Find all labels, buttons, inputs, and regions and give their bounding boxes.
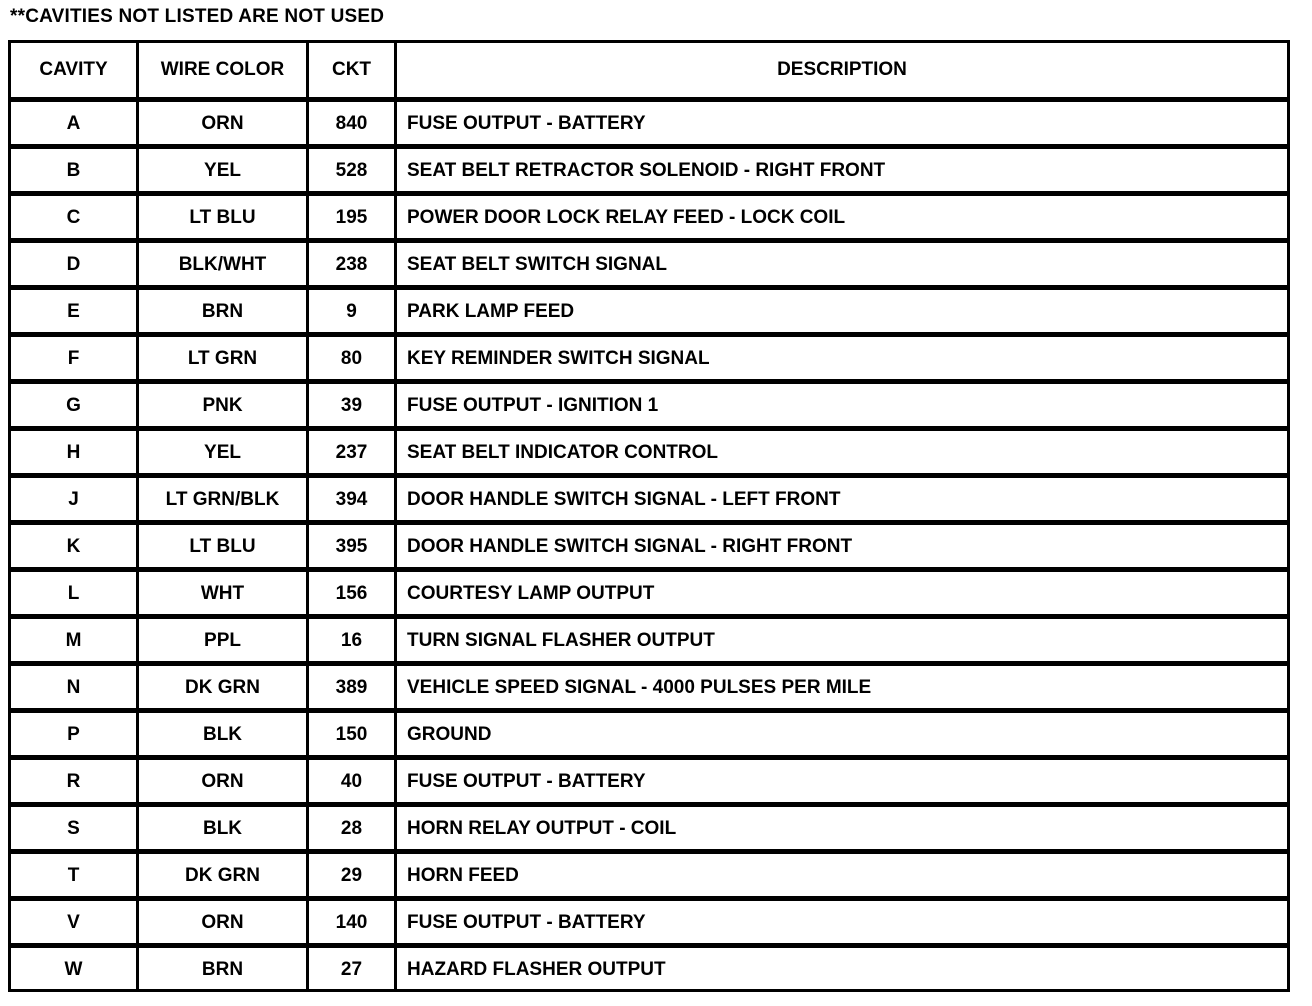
cavity-table [11, 43, 1287, 992]
wire-color-cell: DK GRN [139, 854, 309, 901]
ckt-cell: 9 [309, 290, 397, 337]
description-cell: SEAT BELT INDICATOR CONTROL [397, 431, 1287, 478]
wire-color-cell: ORN [139, 102, 309, 149]
ckt-cell: 80 [309, 337, 397, 384]
table-row [11, 431, 1287, 478]
cavity-cell: N [11, 666, 139, 713]
wire-color-cell: PPL [139, 619, 309, 666]
wire-color-cell: YEL [139, 149, 309, 196]
ckt-cell: 40 [309, 760, 397, 807]
ckt-cell: 395 [309, 525, 397, 572]
table-row [11, 243, 1287, 290]
table-row [11, 854, 1287, 901]
description-cell: HAZARD FLASHER OUTPUT [407, 959, 666, 980]
cavity-cell: S [11, 807, 139, 854]
description-cell: POWER DOOR LOCK RELAY FEED - LOCK COIL [397, 196, 1287, 243]
cavity-cell: P [11, 713, 139, 760]
cavity-cell: K [11, 525, 139, 572]
wire-color-cell: DK GRN [139, 666, 309, 713]
table-header-row [11, 43, 1287, 102]
ckt-cell: 140 [309, 901, 397, 948]
description-cell: TURN SIGNAL FLASHER OUTPUT [397, 619, 1287, 666]
header-wire-color: WIRE COLOR [139, 43, 309, 102]
table-row [11, 337, 1287, 384]
table-row [11, 478, 1287, 525]
ckt-cell: 39 [309, 384, 397, 431]
wire-color-cell: BLK [139, 713, 309, 760]
wire-color-cell: BRN [139, 290, 309, 337]
cavity-cell: F [11, 337, 139, 384]
table-body [11, 102, 1287, 992]
cavity-cell: G [11, 384, 139, 431]
cavity-cell: H [11, 431, 139, 478]
cavity-cell: W [11, 948, 139, 992]
description-cell: KEY REMINDER SWITCH SIGNAL [397, 337, 1287, 384]
header-cavity: CAVITY [11, 43, 139, 102]
wire-color-cell: BRN [139, 948, 309, 992]
table-row [11, 948, 1287, 992]
ckt-cell: 29 [309, 854, 397, 901]
cavity-cell: R [11, 760, 139, 807]
header-ckt: CKT [309, 43, 397, 102]
wire-color-cell: LT BLU [139, 525, 309, 572]
ckt-cell: 156 [309, 572, 397, 619]
description-cell: PARK LAMP FEED [397, 290, 1287, 337]
table-row [11, 525, 1287, 572]
table-row [11, 572, 1287, 619]
description-cell: VEHICLE SPEED SIGNAL - 4000 PULSES PER MILE [397, 666, 1287, 713]
ckt-cell: 28 [309, 807, 397, 854]
description-cell: GROUND [397, 713, 1287, 760]
description-cell: DOOR HANDLE SWITCH SIGNAL - RIGHT FRONT [397, 525, 1287, 572]
wire-color-cell: ORN [139, 760, 309, 807]
table-row [11, 760, 1287, 807]
table-row [11, 290, 1287, 337]
wire-color-cell: LT GRN/BLK [139, 478, 309, 525]
ckt-cell: 394 [309, 478, 397, 525]
table-row [11, 713, 1287, 760]
unused-cavities-note: **CAVITIES NOT LISTED ARE NOT USED [10, 6, 385, 27]
wire-color-cell: LT GRN [139, 337, 309, 384]
wire-color-cell: YEL [139, 431, 309, 478]
ckt-cell: 389 [309, 666, 397, 713]
description-cell: COURTESY LAMP OUTPUT [397, 572, 1287, 619]
ckt-cell: 150 [309, 713, 397, 760]
description-cell: HORN FEED [397, 854, 1287, 901]
ckt-cell: 840 [309, 102, 397, 149]
cavity-cell: M [11, 619, 139, 666]
table-row [11, 102, 1287, 149]
cavity-table-frame [8, 40, 1290, 992]
cavity-cell: B [11, 149, 139, 196]
description-cell: DOOR HANDLE SWITCH SIGNAL - LEFT FRONT [397, 478, 1287, 525]
cavity-cell: D [11, 243, 139, 290]
header-description: DESCRIPTION [397, 43, 1287, 102]
ckt-cell: 528 [309, 149, 397, 196]
ckt-cell: 27 [309, 948, 397, 992]
ckt-cell: 237 [309, 431, 397, 478]
wire-color-cell: LT BLU [139, 196, 309, 243]
description-cell: FUSE OUTPUT - BATTERY [397, 760, 1287, 807]
cavity-cell: T [11, 854, 139, 901]
cavity-cell: L [11, 572, 139, 619]
table-row [11, 384, 1287, 431]
ckt-cell: 16 [309, 619, 397, 666]
wire-color-cell: WHT [139, 572, 309, 619]
wire-color-cell: BLK [139, 807, 309, 854]
table-row [11, 807, 1287, 854]
cavity-cell: C [11, 196, 139, 243]
ckt-cell: 195 [309, 196, 397, 243]
wire-color-cell: ORN [139, 901, 309, 948]
description-cell: HORN RELAY OUTPUT - COIL [397, 807, 1287, 854]
description-cell: FUSE OUTPUT - IGNITION 1 [397, 384, 1287, 431]
table-row [11, 149, 1287, 196]
ckt-cell: 238 [309, 243, 397, 290]
cavity-cell: E [11, 290, 139, 337]
cavity-cell: A [11, 102, 139, 149]
description-cell: SEAT BELT SWITCH SIGNAL [397, 243, 1287, 290]
wire-color-cell: BLK/WHT [139, 243, 309, 290]
cavity-cell: V [11, 901, 139, 948]
description-cell: FUSE OUTPUT - BATTERY [397, 102, 1287, 149]
cavity-cell: J [11, 478, 139, 525]
description-cell: SEAT BELT RETRACTOR SOLENOID - RIGHT FRONT [397, 149, 1287, 196]
wire-color-cell: PNK [139, 384, 309, 431]
table-row [11, 666, 1287, 713]
table-row [11, 901, 1287, 948]
description-cell: FUSE OUTPUT - BATTERY [397, 901, 1287, 948]
table-row [11, 619, 1287, 666]
table-row [11, 196, 1287, 243]
